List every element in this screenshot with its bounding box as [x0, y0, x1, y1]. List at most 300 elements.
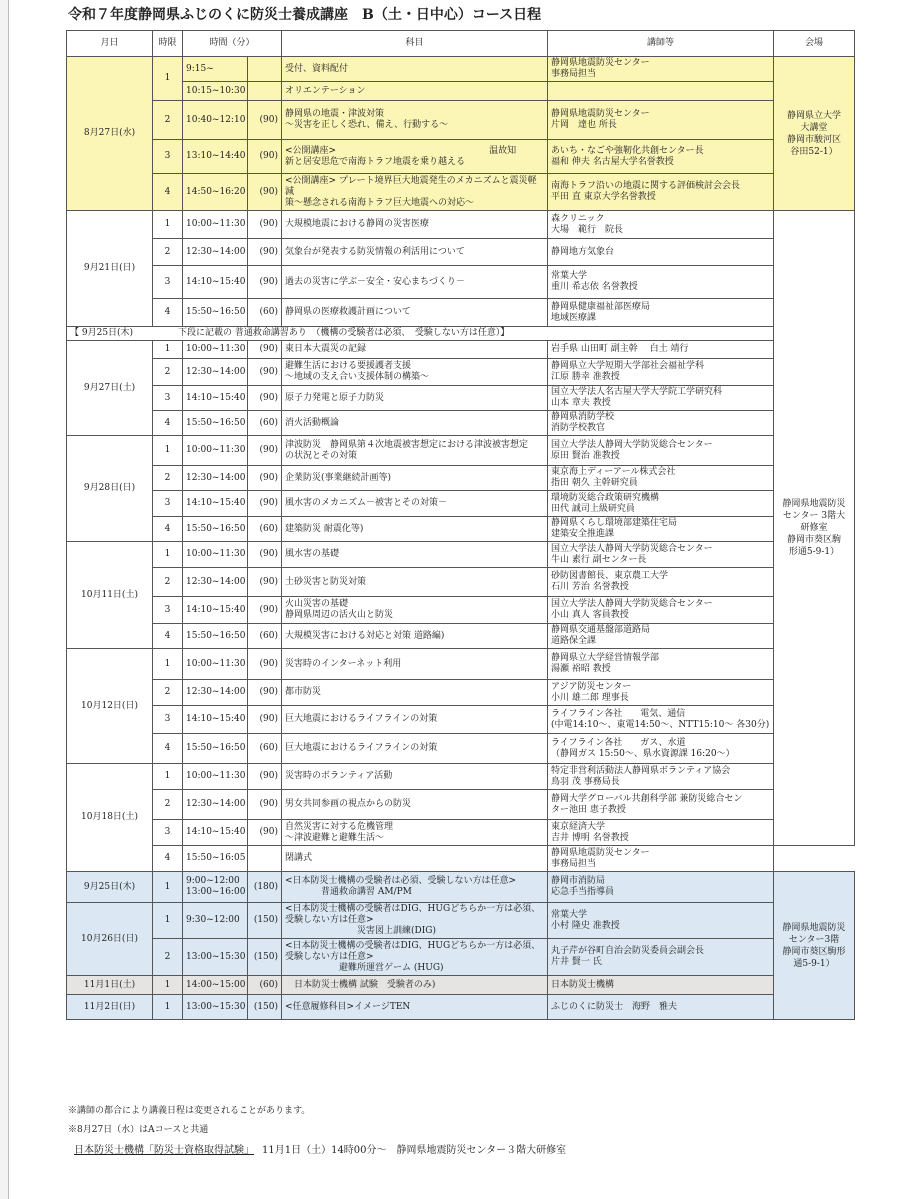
lecturer-line: 静岡大学グローバル共創科学部 兼防災総合セン: [551, 793, 743, 804]
table-row: [67, 466, 855, 491]
time-cell: 15:50~16:50: [183, 734, 248, 764]
table-row: [67, 140, 855, 174]
minutes-cell: (90): [248, 239, 282, 266]
subject-cell: 消火活動概論: [282, 411, 548, 436]
lecturer-line: 小川 雄二郎 理事長: [551, 692, 629, 703]
table-row: [67, 386, 855, 411]
table-row: [67, 903, 855, 939]
lecturer-line: 事務局担当: [551, 858, 597, 869]
table-row: [67, 411, 855, 436]
period-cell: 2: [153, 680, 183, 706]
venue-line: 静岡県立大学: [787, 110, 842, 121]
lecturer-line: 小山 真人 客員教授: [551, 610, 629, 620]
lecturer-cell: [548, 820, 774, 846]
time-cell: 10:00~11:30: [183, 764, 248, 790]
minutes-cell: (180): [248, 872, 282, 903]
period-cell: 3: [153, 386, 183, 411]
header-date: 月日: [67, 31, 153, 57]
period-cell: 1: [153, 211, 183, 239]
time-cell: 10:00~11:30: [183, 649, 248, 680]
minutes-cell: (90): [248, 211, 282, 239]
table-row: [67, 517, 855, 542]
subject-cell: 受付、資料配付: [282, 57, 548, 82]
date-cell: 10月12日(日): [67, 649, 153, 764]
lecturer-cell: [548, 341, 774, 359]
minutes-cell: (90): [248, 101, 282, 140]
subject-cell: 静岡県の地震・津波対策 ～災害を正しく恐れ、備え、行動する～: [282, 101, 548, 140]
subject-cell: <日本防災士機構の受験者はDIG、HUGどちらか一方は必須、 受験しない方は任意> 避難所運営ゲーム (HUG): [282, 939, 548, 976]
lecturer-cell: [548, 239, 774, 266]
lecturer-line: 東京経済大学: [551, 821, 606, 832]
lecturer-cell: [548, 436, 774, 466]
minutes-cell: (90): [248, 359, 282, 386]
lecturer-cell: [548, 542, 774, 568]
period-cell: 2: [153, 359, 183, 386]
lecturer-cell: [548, 903, 774, 939]
table-row: [67, 57, 855, 82]
venue-line: 静岡県地震防災: [782, 499, 846, 509]
minutes-cell: (90): [248, 140, 282, 174]
lecturer-cell: [548, 706, 774, 734]
time-cell: 14:00~15:00: [183, 976, 248, 995]
time-cell: 15:50~16:50: [183, 411, 248, 436]
time-cell: 14:10~15:40: [183, 597, 248, 624]
subject-cell: 建築防災 耐震化等): [282, 517, 548, 542]
time-cell: 13:10~14:40: [183, 140, 248, 174]
lecturer-cell: [548, 491, 774, 517]
subject-cell: <公開講座> プレート境界巨大地震発生のメカニズムと震災軽減 策～懸念される南海トラフ巨大地震への対応～: [282, 174, 548, 211]
table-row: [67, 649, 855, 680]
lecturer-cell: [548, 517, 774, 542]
period-cell: 1: [153, 764, 183, 790]
subject-cell: 風水害のメカニズム－被害とその対策－: [282, 491, 548, 517]
venue-line: 通5-9-1）: [793, 958, 835, 969]
lecturer-cell: [548, 359, 774, 386]
period-cell: 4: [153, 299, 183, 327]
table-row: [67, 706, 855, 734]
lecturer-cell: [548, 846, 774, 872]
time-cell: 9:30~12:00: [183, 903, 248, 939]
subject-cell: 避難生活における要援護者支援 ～地域の支え合い支援体制の構築～: [282, 359, 548, 386]
table-row: [67, 976, 855, 995]
lecturer-line: 静岡県交通基盤部道路局: [551, 625, 651, 635]
period-cell: 3: [153, 140, 183, 174]
lecturer-cell: [548, 995, 774, 1020]
table-row: [67, 359, 855, 386]
minutes-cell: (150): [248, 903, 282, 939]
lecturer-cell: [548, 568, 774, 597]
page-edge: [0, 0, 9, 1199]
time-cell: 12:30~14:00: [183, 680, 248, 706]
subject-cell: 津波防災 静岡県第４次地震被害想定における津波被害想定 の状況とその対策: [282, 436, 548, 466]
subject-cell: 大規模災害における対応と対策 道路編): [282, 624, 548, 649]
table-row: [67, 491, 855, 517]
date-cell: 11月1日(土): [67, 976, 153, 995]
date-cell: 8月27日(水): [67, 57, 153, 211]
page-title: 令和７年度静岡県ふじのくに防災士養成講座 B（土・日中心）コース日程: [68, 7, 542, 23]
minutes-cell: [248, 846, 282, 872]
notice-text: 【 9月25日(木) 下段に記載の 普通救命講習あり （機構の受験者は必須、 受験しない方は任意）】: [67, 327, 774, 341]
lecturer-line: 静岡市消防局: [551, 876, 606, 886]
minutes-cell: (90): [248, 764, 282, 790]
time-cell: 14:10~15:40: [183, 820, 248, 846]
lecturer-line: 国立大学法人静岡大学防災総合センター: [551, 543, 713, 554]
venue-line: 静岡市駿河区: [787, 134, 842, 145]
venue-line: 静岡県地震防災: [782, 922, 846, 933]
subject-cell: オリエンテーション: [282, 82, 548, 101]
time-cell: 12:30~14:00: [183, 466, 248, 491]
period-cell: 3: [153, 266, 183, 299]
table-row: [67, 299, 855, 327]
lecturer-cell: [548, 299, 774, 327]
period-cell: 1: [153, 57, 183, 101]
time-cell: 15:50~16:50: [183, 624, 248, 649]
lecturer-line: 石川 芳治 名誉教授: [551, 582, 629, 592]
lecturer-line: 静岡県立大学短期大学部社会福祉学科: [551, 361, 705, 371]
table-body: [67, 57, 855, 1020]
exam-line: [74, 1141, 566, 1156]
lecturer-cell: [548, 624, 774, 649]
lecturer-line: 岩手県 山田町 副主幹 白土 靖行: [551, 344, 689, 354]
venue-cell: [774, 57, 855, 211]
table-row: [67, 790, 855, 820]
period-cell: 3: [153, 706, 183, 734]
date-cell: 10月18日(土): [67, 764, 153, 872]
lecturer-line: 吉井 博明 名誉教授: [551, 832, 629, 843]
table-row: [67, 846, 855, 872]
lecturer-line: 静岡県くらし環境部建築住宅局: [551, 518, 678, 528]
period-cell: 2: [153, 568, 183, 597]
minutes-cell: (90): [248, 386, 282, 411]
lecturer-cell: [548, 649, 774, 680]
subject-cell: 過去の災害に学ぶ－安全・安心まちづくり－: [282, 266, 548, 299]
lecturer-line: 特定非営利活動法人静岡県ボランティア協会: [551, 765, 731, 776]
table-row: [67, 820, 855, 846]
minutes-cell: (90): [248, 680, 282, 706]
lecturer-line: 東京海上ディーアール株式会社: [551, 467, 676, 477]
lecturer-cell: [548, 764, 774, 790]
lecturer-line: 応急手当指導員: [551, 887, 615, 897]
period-cell: 2: [153, 790, 183, 820]
time-cell: 10:40~12:10: [183, 101, 248, 140]
time-cell: 14:50~16:20: [183, 174, 248, 211]
time-cell: 13:00~15:30: [183, 939, 248, 976]
subject-cell: 大規模地震における静岡の災害医療: [282, 211, 548, 239]
lecturer-line: ライフライン各社 電気、通信: [551, 708, 686, 719]
minutes-cell: (60): [248, 624, 282, 649]
subject-cell: 男女共同参画の視点からの防災: [282, 790, 548, 820]
lecturer-line: 建築安全推進課: [551, 529, 615, 539]
table-row: [67, 436, 855, 466]
period-cell: 4: [153, 517, 183, 542]
lecturer-line: 砂防図書館長、東京農工大学: [551, 571, 669, 581]
lecturer-line: 片岡 達也 所長: [551, 120, 617, 130]
lecturer-line: 小村 隆史 准教授: [551, 920, 620, 931]
lecturer-cell: [548, 597, 774, 624]
lecturer-line: 大場 範行 院長: [551, 224, 624, 235]
lecturer-line: 静岡県地震防災センター: [551, 109, 650, 119]
time-cell: 15:50~16:05: [183, 846, 248, 872]
minutes-cell: [248, 82, 282, 101]
time-cell: 14:10~15:40: [183, 706, 248, 734]
minutes-cell: (60): [248, 517, 282, 542]
table-row: [67, 266, 855, 299]
time-cell: 13:00~15:30: [183, 995, 248, 1020]
time-cell: 15:50~16:50: [183, 299, 248, 327]
lecturer-line: ふじのくに防災士 海野 雅夫: [551, 1001, 678, 1012]
lecturer-line: 日本防災士機構: [551, 979, 615, 990]
lecturer-line: 平田 直 東京大学名誉教授: [551, 192, 656, 202]
table-row: [67, 239, 855, 266]
subject-cell: 風水害の基礎: [282, 542, 548, 568]
subject-cell: 災害時のボランティア活動: [282, 764, 548, 790]
venue-line: 静岡市葵区駒形: [782, 946, 846, 957]
period-cell: 4: [153, 624, 183, 649]
period-cell: 1: [153, 436, 183, 466]
minutes-cell: (90): [248, 341, 282, 359]
lecturer-cell: [548, 57, 774, 82]
minutes-cell: (150): [248, 995, 282, 1020]
lecturer-line: 静岡県地震防災センター: [551, 847, 650, 858]
table-row: [67, 174, 855, 211]
venue-line: センター3階: [788, 934, 840, 945]
minutes-cell: (60): [248, 976, 282, 995]
subject-cell: <日本防災士機構の受験者は必須、受験しない方は任意> 普通救命講習 AM/PM: [282, 872, 548, 903]
minutes-cell: (90): [248, 568, 282, 597]
lecturer-line: 鳥羽 茂 事務局長: [551, 776, 620, 787]
lecturer-line: 山本 章夫 教授: [551, 398, 611, 408]
venue-line: 形通5-9-1）: [788, 547, 840, 557]
period-cell: 4: [153, 734, 183, 764]
time-cell: 10:00~11:30: [183, 436, 248, 466]
lecturer-line: 指田 朝久 主幹研究員: [551, 478, 638, 488]
lecturer-cell: [548, 680, 774, 706]
table-row: [67, 82, 855, 101]
minutes-cell: (90): [248, 436, 282, 466]
subject-cell: 日本防災士機構 試験 受験者のみ): [282, 976, 548, 995]
period-cell: 1: [153, 872, 183, 903]
table-row: [67, 597, 855, 624]
minutes-cell: (90): [248, 597, 282, 624]
time-cell: 14:10~15:40: [183, 491, 248, 517]
time-cell: 10:00~11:30: [183, 542, 248, 568]
lecturer-line: あいち・なごや強靭化共創センター長: [551, 145, 704, 156]
lecturer-cell: [548, 174, 774, 211]
lecturer-cell: [548, 466, 774, 491]
subject-cell: <日本防災士機構の受験者はDIG、HUGどちらか一方は必須、 受験しない方は任意> 災害図上訓練(DIG): [282, 903, 548, 939]
table-row: [67, 211, 855, 239]
period-cell: 2: [153, 939, 183, 976]
subject-cell: 災害時のインターネット利用: [282, 649, 548, 680]
lecturer-line: 静岡県地震防災センター: [551, 58, 650, 68]
lecturer-line: 国立大学法人静岡大学防災総合センター: [551, 439, 713, 450]
footnote-shared: ※8月27日（水）はAコースと共通: [68, 1125, 209, 1135]
lecturer-line: 常葉大学: [551, 271, 588, 281]
time-cell: 14:10~15:40: [183, 266, 248, 299]
period-cell: 1: [153, 341, 183, 359]
time-cell: 15:50~16:50: [183, 517, 248, 542]
minutes-cell: (90): [248, 820, 282, 846]
lecturer-cell: [548, 266, 774, 299]
lecturer-cell: [548, 734, 774, 764]
lecturer-cell: [548, 411, 774, 436]
subject-cell: 閉講式: [282, 846, 548, 872]
subject-cell: <公開講座> 温故知 新と居安思危で南海トラフ地震を乗り越える: [282, 140, 548, 174]
table-row: [67, 624, 855, 649]
period-cell: 2: [153, 466, 183, 491]
lecturer-line: 常葉大学: [551, 909, 588, 920]
time-cell: 9:15~: [183, 57, 248, 82]
venue-line: 谷田52-1）: [790, 146, 838, 157]
period-cell: 1: [153, 976, 183, 995]
table-row: [67, 542, 855, 568]
time-cell: 12:30~14:00: [183, 790, 248, 820]
header-time: 時間（分）: [183, 31, 282, 57]
header-subject: 科目: [282, 31, 548, 57]
lecturer-line: 国立大学法人名古屋大学大学院工学研究科: [551, 387, 723, 397]
minutes-cell: (60): [248, 734, 282, 764]
period-cell: 4: [153, 846, 183, 872]
exam-line-detail: 11月1日（土）14時00分～ 静岡県地震防災センター３階大研修室: [262, 1145, 567, 1156]
period-cell: 2: [153, 101, 183, 140]
date-cell: 9月25日(木): [67, 872, 153, 903]
lecturer-line: 静岡県健康福祉部医療局: [551, 301, 651, 312]
lecturer-line: ター池田 恵子教授: [551, 804, 626, 815]
minutes-cell: (90): [248, 542, 282, 568]
subject-cell: 巨大地震におけるライフラインの対策: [282, 706, 548, 734]
lecturer-cell: [548, 82, 774, 101]
minutes-cell: (150): [248, 939, 282, 976]
table-row: [67, 872, 855, 903]
minutes-cell: [248, 57, 282, 82]
period-cell: 1: [153, 542, 183, 568]
lecturer-line: 森クリニック: [551, 213, 605, 224]
lecturer-line: 重川 希志依 名誉教授: [551, 282, 638, 292]
date-cell: 11月2日(日): [67, 995, 153, 1020]
lecturer-cell: [548, 976, 774, 995]
notice-row: [67, 327, 855, 341]
table-row: [67, 764, 855, 790]
lecturer-line: 片井 賢一 氏: [551, 957, 602, 967]
date-cell: 10月26日(日): [67, 903, 153, 976]
time-cell: 12:30~14:00: [183, 239, 248, 266]
minutes-cell: (90): [248, 266, 282, 299]
venue-line: 静岡市葵区駒: [787, 535, 842, 545]
lecturer-line: （静岡ガス 15:50～、県水資源課 16:20～）: [551, 748, 735, 759]
venue-cell: [774, 872, 855, 1020]
table-row: [67, 341, 855, 359]
venue-cell: [774, 211, 855, 846]
table-row: [67, 734, 855, 764]
lecturer-cell: [548, 872, 774, 903]
time-cell: 10:00~11:30: [183, 211, 248, 239]
minutes-cell: (90): [248, 706, 282, 734]
minutes-cell: (90): [248, 790, 282, 820]
period-cell: 2: [153, 239, 183, 266]
exam-line-title: 日本防災士機構「防災士資格取得試験」: [74, 1145, 254, 1156]
header-venue: 会場: [774, 31, 855, 57]
lecturer-line: 原田 賢治 准教授: [551, 450, 620, 461]
subject-cell: 企業防災(事業継続計画等): [282, 466, 548, 491]
subject-cell: 静岡県の医療救護計画について: [282, 299, 548, 327]
venue-line: センター 3階大: [782, 511, 846, 521]
period-cell: 1: [153, 649, 183, 680]
period-cell: 3: [153, 820, 183, 846]
time-cell: 14:10~15:40: [183, 386, 248, 411]
table-row: [67, 568, 855, 597]
lecturer-cell: [548, 386, 774, 411]
time-cell: 10:15~10:30: [183, 82, 248, 101]
lecturer-line: 牛山 素行 副センター長: [551, 554, 647, 565]
subject-cell: 土砂災害と防災対策: [282, 568, 548, 597]
period-cell: 4: [153, 174, 183, 211]
lecturer-line: 静岡地方気象台: [551, 246, 615, 257]
subject-cell: 火山災害の基礎 静岡県周辺の活火山と防災: [282, 597, 548, 624]
table-row: [67, 995, 855, 1020]
time-cell: 10:00~11:30: [183, 341, 248, 359]
subject-cell: 都市防災: [282, 680, 548, 706]
subject-cell: 自然災害に対する危機管理 ～津波避難と避難生活～: [282, 820, 548, 846]
lecturer-line: 静岡県立大学経営情報学部: [551, 653, 660, 663]
minutes-cell: (60): [248, 411, 282, 436]
venue-line: 大講堂: [800, 122, 828, 133]
date-cell: 9月27日(土): [67, 341, 153, 436]
lecturer-line: 福和 伸夫 名古屋大学名誉教授: [551, 156, 674, 167]
lecturer-cell: [548, 790, 774, 820]
lecturer-line: 事務局担当: [551, 69, 597, 79]
lecturer-cell: [548, 101, 774, 140]
venue-line: 研修室: [800, 523, 828, 533]
table-row: [67, 939, 855, 976]
date-cell: 9月21日(日): [67, 211, 153, 327]
subject-cell: 巨大地震におけるライフラインの対策: [282, 734, 548, 764]
lecturer-line: 環境防災総合政策研究機構: [551, 492, 660, 503]
lecturer-line: 道路保全課: [551, 636, 597, 646]
date-cell: 9月28日(日): [67, 436, 153, 542]
time-cell: 12:30~14:00: [183, 568, 248, 597]
minutes-cell: (90): [248, 649, 282, 680]
lecturer-cell: [548, 211, 774, 239]
lecturer-cell: [548, 140, 774, 174]
lecturer-line: 田代 誠司上級研究員: [551, 503, 635, 514]
schedule-table: [66, 30, 855, 1020]
subject-cell: 原子力発電と原子力防災: [282, 386, 548, 411]
lecturer-line: (中電14:10～、東電14:50～、NTT15:10～ 各30分): [551, 719, 770, 730]
lecturer-line: 静岡県消防学校: [551, 412, 615, 422]
minutes-cell: (90): [248, 491, 282, 517]
time-cell: 12:30~14:00: [183, 359, 248, 386]
lecturer-line: 湯瀬 裕昭 教授: [551, 664, 611, 674]
period-cell: 3: [153, 491, 183, 517]
lecturer-line: 消防学校教官: [551, 423, 606, 433]
lecturer-line: アジア防災センター: [551, 681, 632, 692]
period-cell: 3: [153, 597, 183, 624]
table-header: [67, 31, 855, 57]
lecturer-cell: [548, 939, 774, 976]
period-cell: 1: [153, 995, 183, 1020]
period-cell: 1: [153, 903, 183, 939]
period-cell: 4: [153, 411, 183, 436]
header-lecturer: 講師等: [548, 31, 774, 57]
lecturer-line: 地域医療課: [551, 312, 597, 323]
lecturer-line: 江原 勝幸 准教授: [551, 372, 620, 382]
footnote-change: ※講師の都合により講義日程は変更されることがあります。: [68, 1106, 311, 1116]
lecturer-line: ライフライン各社 ガス、水道: [551, 737, 686, 748]
lecturer-line: 丸子芹が谷町自治会防災委員会副会長: [551, 946, 705, 956]
lecturer-line: 南海トラフ沿いの地震に関する評価検討会会長: [551, 181, 741, 191]
table-row: [67, 680, 855, 706]
minutes-cell: (90): [248, 174, 282, 211]
